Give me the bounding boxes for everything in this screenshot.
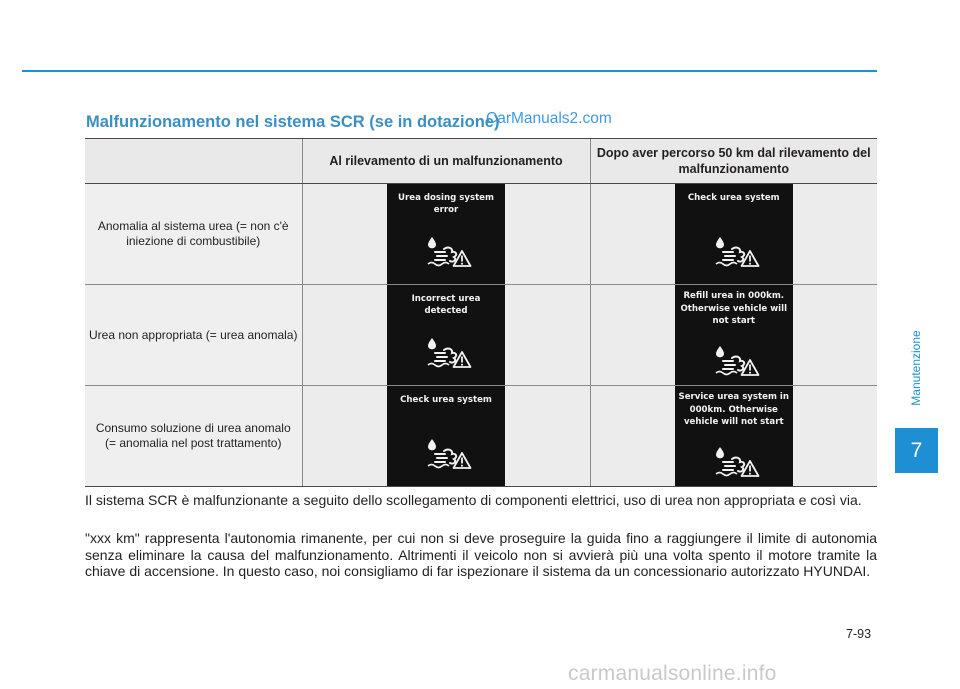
- footer-watermark: carmanualsonline.info: [568, 662, 777, 685]
- urea-warning-icon: [426, 234, 472, 268]
- scr-malfunction-table: [85, 138, 877, 487]
- display-message: Check urea system: [687, 193, 780, 203]
- urea-warning-icon: [714, 343, 760, 377]
- urea-warning-icon: [714, 444, 760, 478]
- urea-warning-icon: [426, 335, 472, 369]
- display-cell: [590, 285, 877, 386]
- display-message: Urea dosing system error: [398, 193, 494, 215]
- watermark-top: CarManuals2.com: [486, 110, 612, 127]
- row-label: Consumo soluzione di urea anomalo (= anomalia nel post trattamento): [85, 386, 302, 487]
- top-rule: [22, 70, 877, 72]
- display-cell: [590, 386, 877, 487]
- row-label: Anomalia al sistema urea (= non c'è iniezione di combustibile): [85, 184, 302, 285]
- cluster-display-screen: [387, 184, 505, 284]
- page-number: 7-93: [846, 627, 872, 641]
- paragraph-scr-cause: Il sistema SCR è malfunzionante a seguito dello scollegamento di componenti elettrici, uso di urea non appropriata e così via.: [85, 492, 862, 508]
- cluster-display-screen: [387, 285, 505, 385]
- paragraph-remaining-range: "xxx km" rappresenta l'autonomia rimanente, per cui non si deve proseguire la guida fino a raggiungere il limite di autonomia senza eliminare la causa del malfunzionamento. Altrimenti il veicolo non si avvierà più una volta spento il motore tramite la chiave di accensione. In questo caso, noi consigliamo di far ispezionare il sistema da un concessionario autorizzato HYUNDAI.: [85, 530, 877, 579]
- display-cell: [302, 184, 590, 285]
- cluster-display-screen: [675, 386, 793, 486]
- cluster-display-screen: [675, 285, 793, 385]
- table-row: [85, 386, 877, 487]
- display-message: Refill urea in 000km. Otherwise vehicle will not start: [680, 291, 788, 326]
- side-section-label: [909, 310, 923, 425]
- row-label: Urea non appropriata (= urea anomala): [85, 285, 302, 386]
- table-row: [85, 184, 877, 285]
- urea-warning-icon: [714, 234, 760, 268]
- table-header-empty: [85, 139, 302, 184]
- table-header-after-50km: Dopo aver percorso 50 km dal rilevamento del malfunzionamento: [590, 139, 877, 184]
- table-row: [85, 285, 877, 386]
- display-cell: [302, 285, 590, 386]
- display-cell: [302, 386, 590, 487]
- display-message: Check urea system: [400, 395, 492, 405]
- display-message: Service urea system in 000km. Otherwise vehicle will not start: [678, 392, 789, 427]
- side-section-label-text: Manutenzione: [909, 329, 923, 406]
- chapter-tab: 7: [895, 428, 938, 473]
- display-cell: [590, 184, 877, 285]
- cluster-display-screen: [675, 184, 793, 284]
- section-title: Malfunzionamento nel sistema SCR (se in dotazione): [86, 113, 500, 131]
- urea-warning-icon: [426, 436, 472, 470]
- table-header-at-detection: Al rilevamento di un malfunzionamento: [302, 139, 590, 184]
- cluster-display-screen: [387, 386, 505, 486]
- table-header-row: [85, 139, 877, 184]
- display-message: Incorrect urea detected: [411, 294, 481, 316]
